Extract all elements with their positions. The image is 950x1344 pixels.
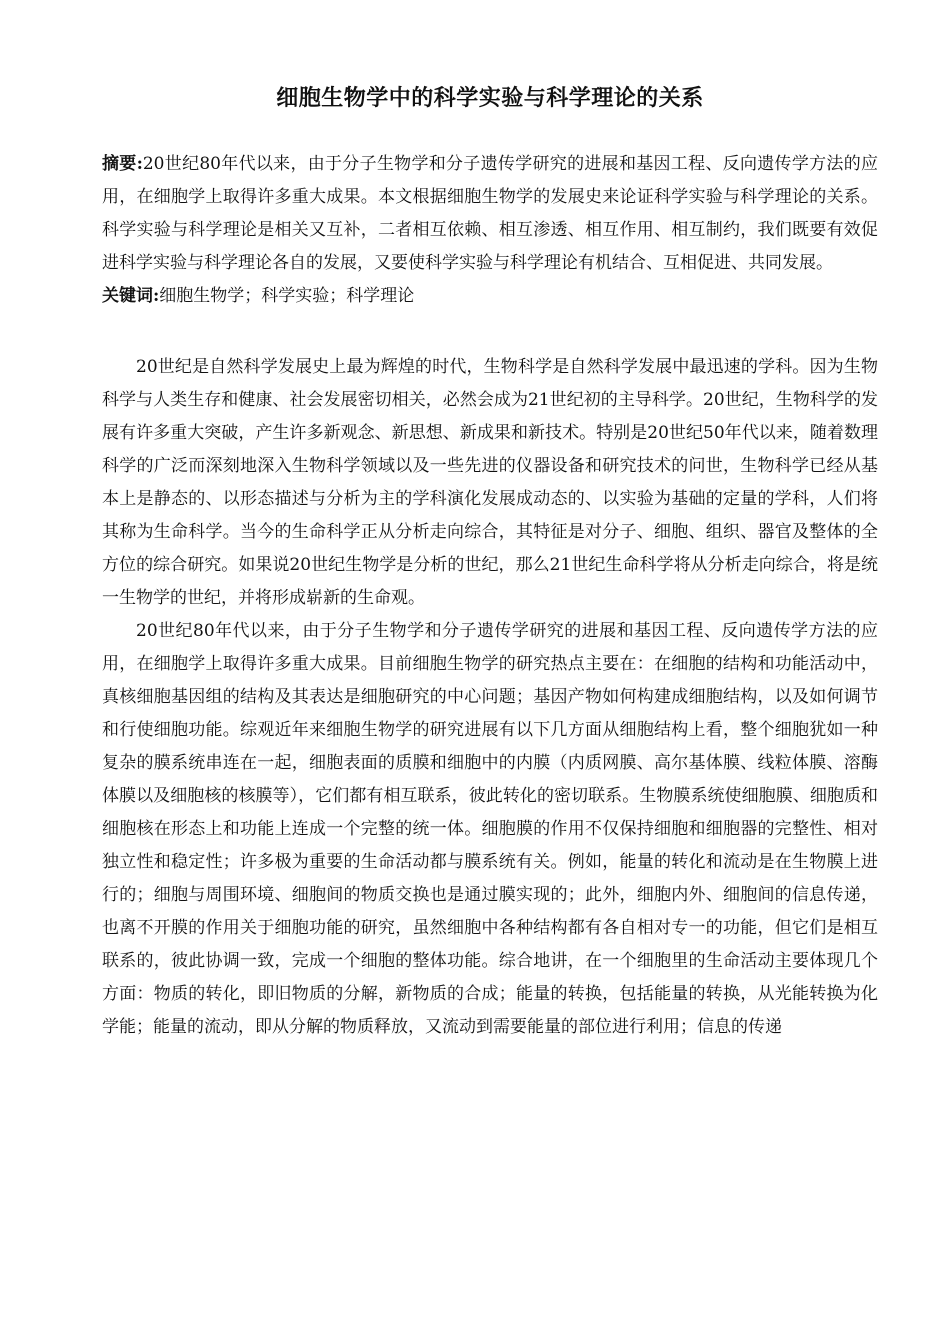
keywords (102, 280, 878, 313)
document-title: 细胞生物学中的科学实验与科学理论的关系 (276, 85, 704, 111)
keywords-text: 细胞生物学；科学实验；科学理论 (159, 286, 415, 306)
section-spacer (102, 313, 878, 351)
abstract-label: 摘要: (102, 154, 143, 174)
abstract-text: 20世纪80年代以来，由于分子生物学和分子遗传学研究的进展和基因工程、反向遗传学方法的应用，在细胞学上取得许多重大成果。本文根据细胞生物学的发展史来论证科学实验与科学理论的关系。科学实验与科学理论是相关又互补，二者相互依赖、相互渗透、相互作用、相互制约，我们既要有效促进科学实验与科学理论各自的发展，又要使科学实验与科学理论有机结合、互相促进、共同发展。 (102, 154, 878, 273)
body-paragraph-2: 20世纪80年代以来，由于分子生物学和分子遗传学研究的进展和基因工程、反向遗传学方法的应用，在细胞学上取得许多重大成果。目前细胞生物学的研究热点主要在：在细胞的结构和功能活动中，真核细胞基因组的结构及其表达是细胞研究的中心问题；基因产物如何构建成细胞结构，以及如何调节和行使细胞功能。综观近年来细胞生物学的研究进展有以下几方面从细胞结构上看，整个细胞犹如一种复杂的膜系统串连在一起，细胞表面的质膜和细胞中的内膜（内质网膜、高尔基体膜、线粒体膜、溶酶体膜以及细胞核的核膜等），它们都有相互联系，彼此转化的密切联系。生物膜系统使细胞膜、细胞质和细胞核在形态上和功能上连成一个完整的统一体。细胞膜的作用不仅保持细胞和细胞器的完整性、相对独立性和稳定性；许多极为重要的生命活动都与膜系统有关。例如，能量的转化和流动是在生物膜上进行的；细胞与周围环境、细胞间的物质交换也是通过膜实现的；此外，细胞内外、细胞间的信息传递，也离不开膜的作用关于细胞功能的研究，虽然细胞中各种结构都有各自相对专一的功能，但它们是相互联系的，彼此协调一致，完成一个细胞的整体功能。综合地讲，在一个细胞里的生命活动主要体现几个方面：物质的转化，即旧物质的分解，新物质的合成；能量的转换，包括能量的转换，从光能转换为化学能；能量的流动，即从分解的物质释放，又流动到需要能量的部位进行利用；信息的传递 (102, 621, 878, 1037)
keywords-label: 关键词: (102, 286, 160, 306)
abstract (102, 148, 878, 280)
body-paragraph-1: 20世纪是自然科学发展史上最为辉煌的时代，生物科学是自然科学发展中最迅速的学科。因为生物科学与人类生存和健康、社会发展密切相关，必然会成为21世纪初的主导科学。20世纪，生物科学的发展有许多重大突破，产生许多新观念、新思想、新成果和新技术。特别是20世纪50年代以来，随着数理科学的广泛而深刻地深入生物科学领域以及一些先进的仪器设备和研究技术的问世，生物科学已经从基本上是静态的、以形态描述与分析为主的学科演化发展成动态的、以实验为基础的定量的学科，人们将其称为生命科学。当今的生命科学正从分析走向综合，其特征是对分子、细胞、组织、器官及整体的全方位的综合研究。如果说20世纪生物学是分析的世纪，那么21世纪生命科学将从分析走向综合，将是统一生物学的世纪，并将形成崭新的生命观。 (102, 357, 878, 608)
